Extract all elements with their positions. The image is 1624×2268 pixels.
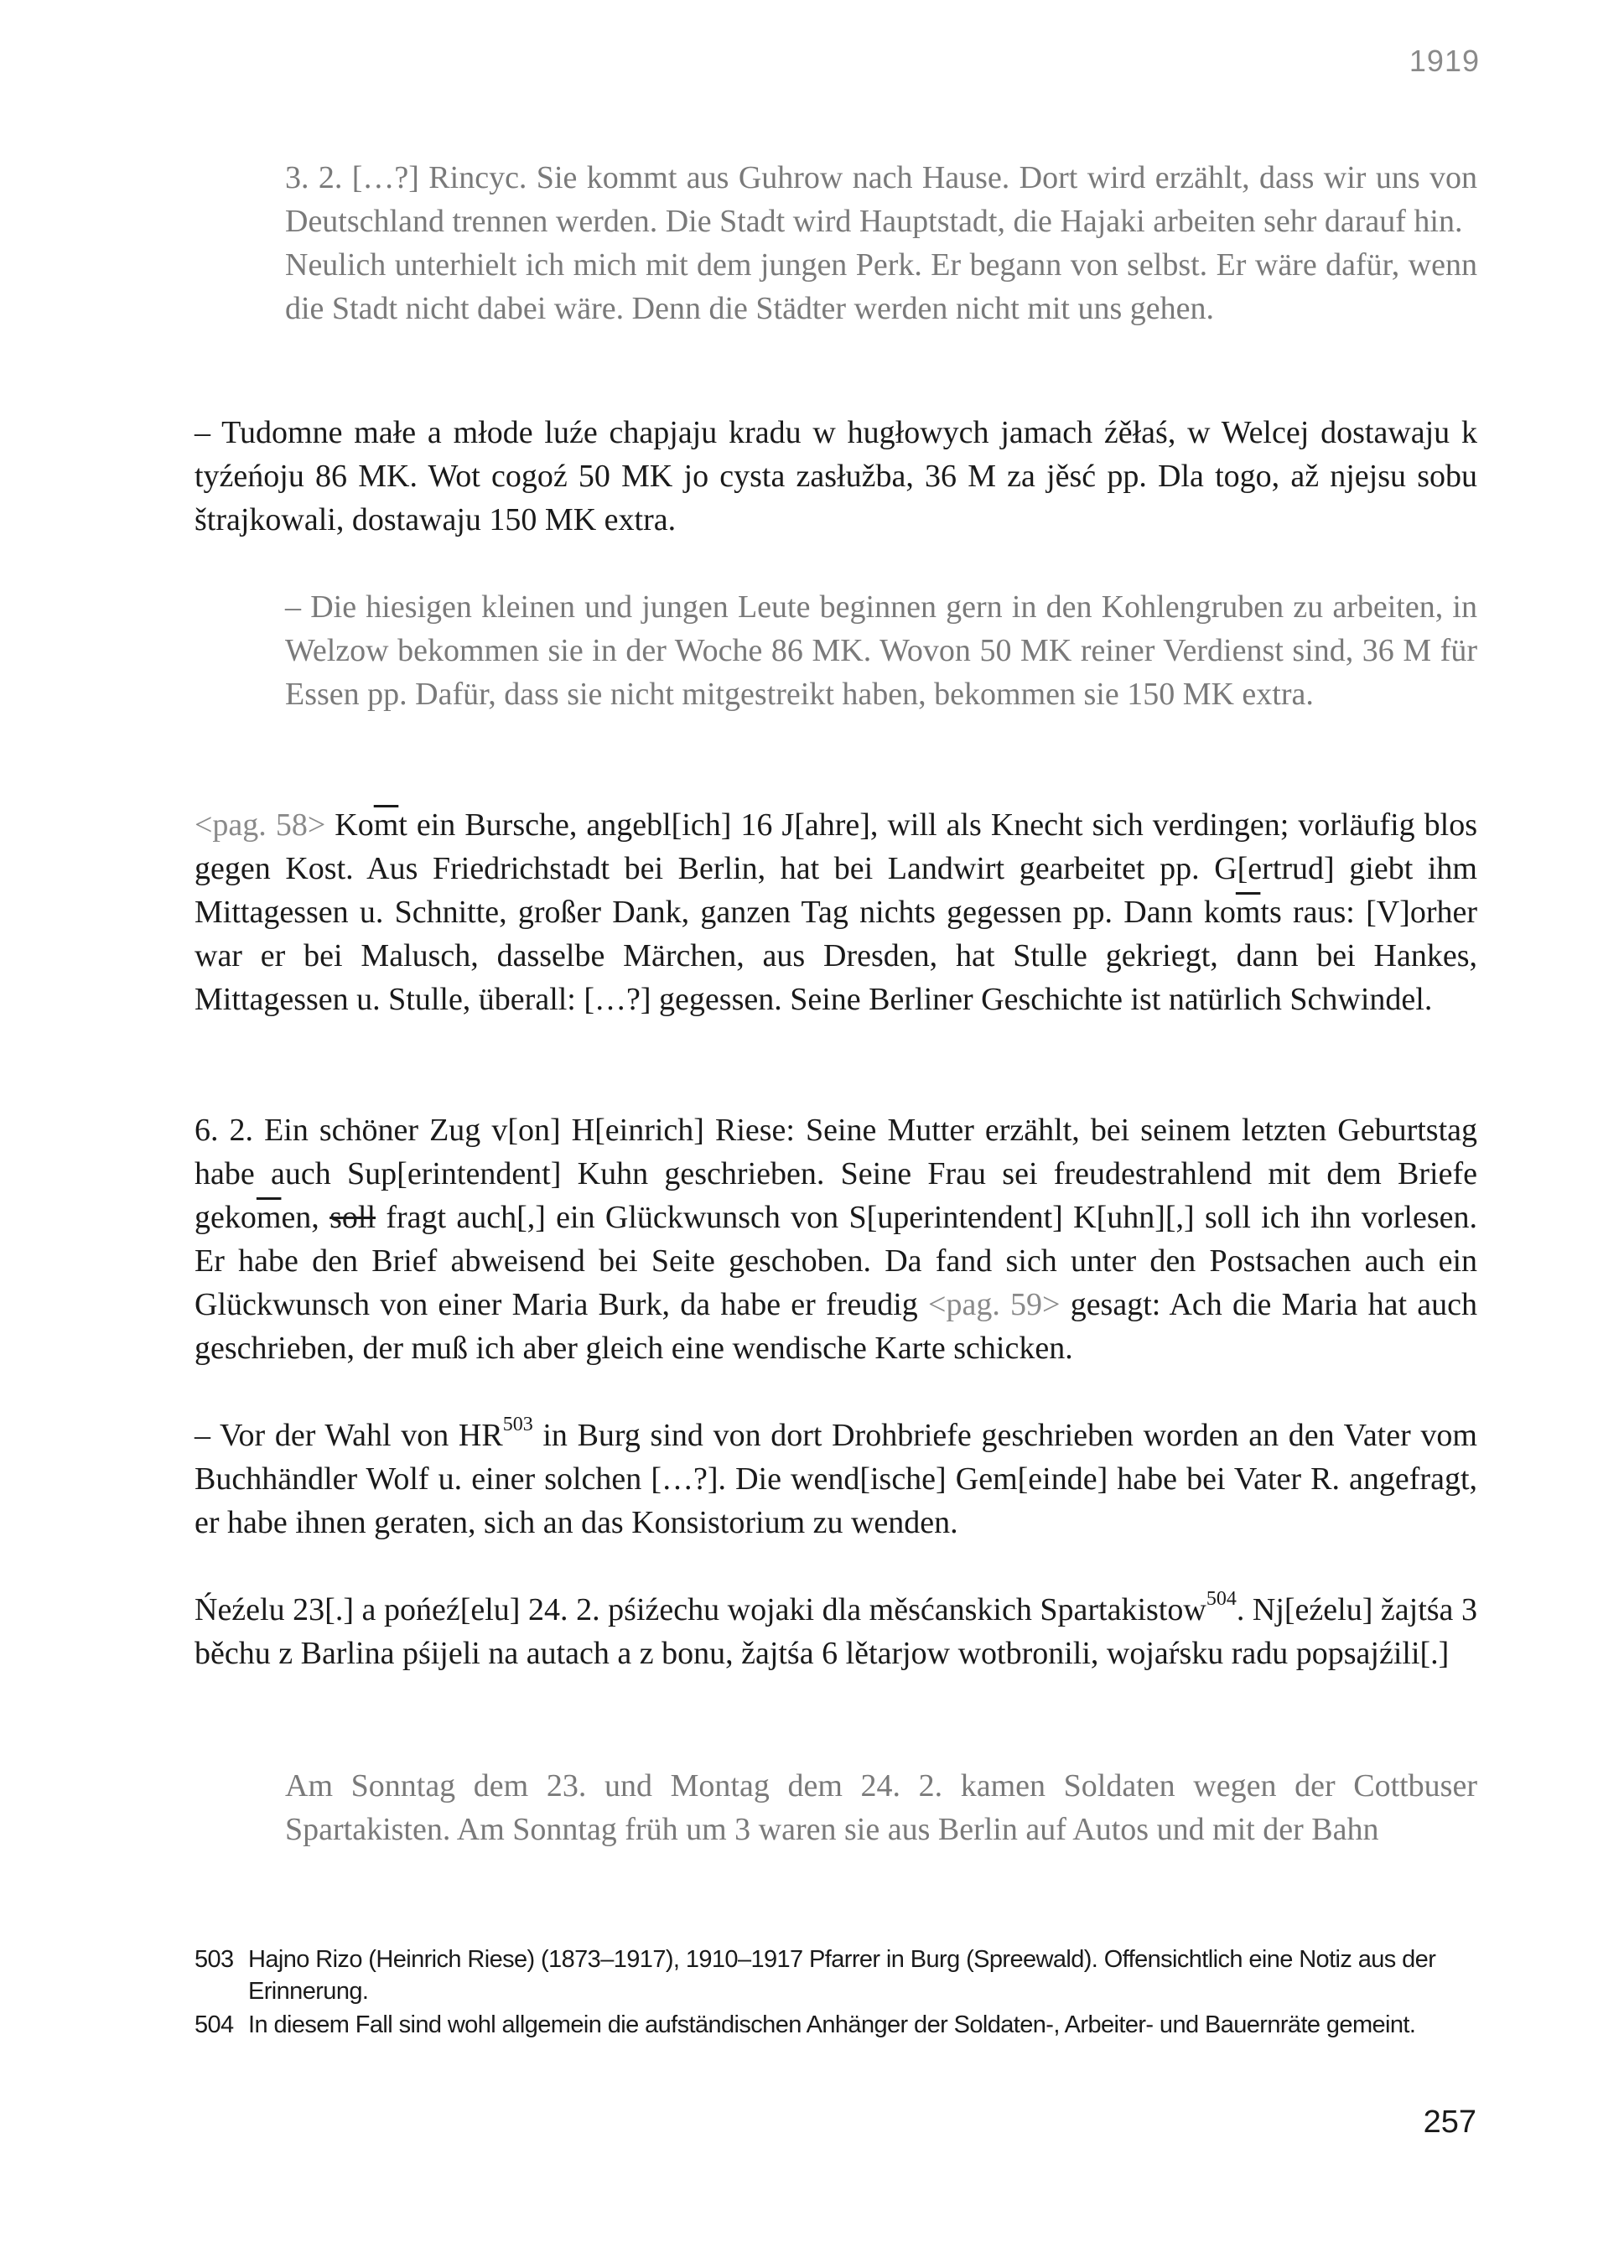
running-head: 1919	[1409, 44, 1480, 78]
text-run: t ein Bursche, angebl[ich] 16 J[ahre], will als Knecht sich verdingen; vorläufig blos gegen Kost. Aus Friedrichstadt bei Berlin, hat bei Landwirt gearbeitet pp. G[ertrud] giebt ihm Mittagessen u. Schnitte, großer Dank, ganzen Tag nichts gegessen pp. Dann ko	[195, 807, 1477, 930]
text-run: – Vor der Wahl von HR	[195, 1418, 503, 1453]
struck-word: soll	[329, 1200, 376, 1235]
german-paragraph-coal-mines: – Die hiesigen kleinen und jungen Leute beginnen gern in den Kohlengruben zu arbeiten, in Welzow bekommen sie in der Woche 86 MK. Wovon 50 MK reiner Verdienst sind, 36 M für Essen pp. Dafür, dass sie nicht mitgestreikt haben, bekommen sie 150 MK extra.	[285, 589, 1477, 712]
sorbian-paragraph-coal-mines: – Tudomne małe a młode luźe chapjaju kradu w hugłowych jamach źěłaś, w Welcej dostawaju k tyźeńoju 86 MK. Wot cogoź 50 MK jo cysta zasłužba, 36 M za jěsć pp. Dla togo, až njejsu sobu štrajkowali, dostawaju 150 MK extra.	[195, 415, 1477, 537]
footnote-text: Hajno Rizo (Heinrich Riese) (1873–1917), 1910–1917 Pfarrer in Burg (Spreewald). Offensichtlich eine Notiz aus der Erinnerung.	[248, 1946, 1436, 2005]
footnote-ref[interactable]: 503	[502, 1414, 533, 1436]
page-number: 257	[1423, 2105, 1476, 2140]
text-run: ts raus: [V]orher war er bei Malusch, dasselbe Märchen, aus Dresden, hat Stulle gekriegt, dann bei Hankes, Mittagessen u. Stulle, überall: […?] gegessen. Seine Berliner Geschichte ist natürlich Schwindel.	[195, 895, 1477, 1017]
text-run: 6. 2. Ein schöner Zug v[on] H[einrich] Riese: Seine Mutter erzählt, bei seinem letzten Geburtstag habe auch Sup[erintendent] Kuhn geschrieben. Seine Frau sei freudestrahlend mit dem Briefe geko	[195, 1113, 1477, 1235]
footnote-text: In diesem Fall sind wohl allgemein die aufständischen Anhänger der Soldaten-, Arbeiter- und Bauernräte gemeint.	[248, 2011, 1416, 2038]
paragraph-bursche	[195, 803, 1477, 1021]
footnote-503	[195, 1944, 1477, 2007]
text-run: fragt auch[,] ein Glückwunsch von S[uperintendent] K[uhn][,] soll ich ihn vorlesen. Er habe den Brief abweisend bei Seite geschoben. Da fand sich unter den Postsachen auch ein Glückwunsch von einer Maria Burk, da habe er freudig	[195, 1200, 1477, 1322]
page-marker: <pag. 58>	[195, 807, 326, 843]
abbreviation-mark: $\overline{m}$	[256, 1200, 282, 1235]
german-paragraph-spartakisten: Am Sonntag dem 23. und Montag dem 24. 2. kamen Soldaten wegen der Cottbuser Spartakisten. Am Sonntag früh um 3 waren sie aus Berlin auf Autos und mit der Bahn	[285, 1768, 1477, 1847]
sorbian-paragraph-spartakisten	[195, 1588, 1477, 1675]
page-marker: <pag. 59>	[928, 1287, 1061, 1322]
footnote-number: 503	[195, 1946, 234, 1973]
german-paragraph-rincyc	[285, 156, 1477, 330]
paragraph-wahl	[195, 1414, 1477, 1544]
abbreviation-mark: $\overline{m}$	[373, 807, 399, 843]
footnote-number: 504	[195, 2011, 234, 2038]
paragraph-line: Neulich unterhielt ich mich mit dem jungen Perk. Er begann von selbst. Er wäre dafür, wenn die Stadt nicht dabei wäre. Denn die Städter werden nicht mit uns gehen.	[285, 247, 1477, 326]
text-run: in Burg sind von dort Drohbriefe geschrieben worden an den Vater vom Buchhändler Wolf u. einer solchen […?]. Die wend[ische] Gem[einde] habe bei Vater R. angefragt, er habe ihnen geraten, sich an das Konsistorium zu wenden.	[195, 1418, 1477, 1540]
paragraph-line: 3. 2. […?] Rincyc. Sie kommt aus Guhrow nach Hause. Dort wird erzählt, dass wir uns von Deutschland trennen werden. Die Stadt wird Hauptstadt, die Hajaki arbeiten sehr darauf hin.	[285, 160, 1477, 239]
abbreviation-mark: $\overline{m}$	[1235, 895, 1261, 930]
text-run: en,	[281, 1200, 330, 1235]
text-run: . Nj[eźelu] žajtśa 3 běchu z Barlina pśijeli na autach a z bonu, žajtśa 6 lětarjow wotbronili, wojaŕsku radu popsajźili[.]	[195, 1592, 1477, 1671]
footnote-ref[interactable]: 504	[1206, 1588, 1237, 1611]
footnotes	[195, 1944, 1477, 2042]
footnote-504	[195, 2009, 1477, 2041]
text-run: gesagt: Ach die Maria hat auch geschrieben, der muß ich aber gleich eine wendische Karte schicken.	[195, 1287, 1477, 1366]
text-run: Ńeźelu 23[.] a pońeź[elu] 24. 2. pśiźechu wojaki dla měsćanskich Spartakistow	[195, 1592, 1206, 1627]
text-run: Ko	[325, 807, 374, 843]
paragraph-riese	[195, 1108, 1477, 1370]
